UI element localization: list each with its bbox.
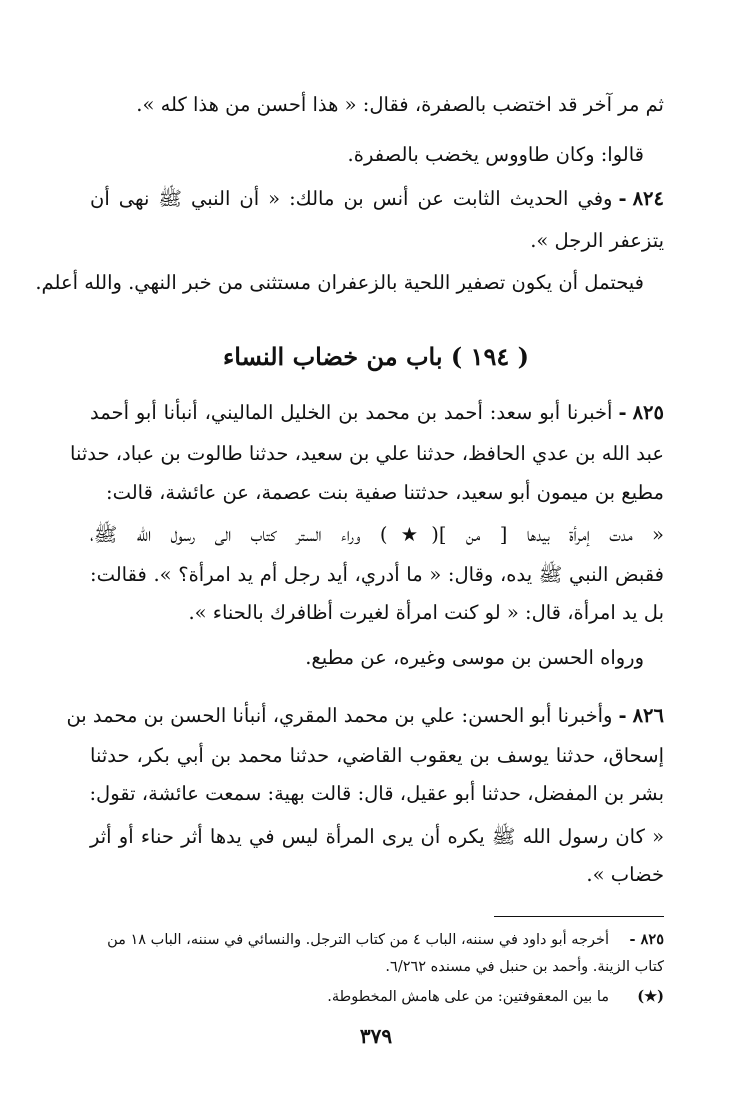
quote-line: بل يد امرأة، قال: « لو كنت امرأة لغيرت أظافرك بالحناء ». [188,601,664,624]
text-line: ورواه الحسن بن موسى وغيره، عن مطيع. [305,646,644,669]
text-line: يتزعفر الرجل ». [530,229,664,252]
footnote-825 [100,928,664,952]
text-segment: وأخبرنا أبو الحسن: علي بن محمد المقري، أنبأنا الحسن بن محمد بن [66,704,613,727]
hadith-number: ٨٢٤ [632,187,664,210]
text-line: ثم مر آخر قد اختضب بالصفرة، فقال: « هذا أحسن من هذا كله ». [136,93,664,116]
footnote-star [100,985,664,1009]
chapter-heading: ( ١٩٤ ) باب من خضاب النساء [222,342,530,371]
quote-line: « كان رسول الله ﷺ يكره أن يرى المرأة ليس في يدها أثر حناء أو أثر [90,825,664,848]
quote-line: خضاب ». [586,863,664,886]
hadith-number: ٨٢٥ [632,401,664,424]
text-line: فيحتمل أن يكون تصفير اللحية بالزعفران مستثنى من خبر النهي. والله أعلم. [35,271,644,294]
page-number: ٣٧٩ [359,1024,393,1048]
hadith-number: ٨٢٦ [632,704,664,727]
quote-line: « مدت إمرأة بيدها [ من ](★) وراء الستر كتاب الى رسول الله ﷺ، [90,523,664,546]
footnote-key: ٨٢٥ - [629,931,664,948]
text-line: عبد الله بن عدي الحافظ، حدثنا علي بن سعيد، حدثنا طالوت بن عباد، حدثنا [70,442,664,465]
text-segment: أخبرنا أبو سعد: أحمد بن محمد بن الخليل الماليني، أنبأنا أبو أحمد [90,401,613,424]
text-line: مطيع بن ميمون أبو سعيد، حدثتنا صفية بنت عصمة، عن عائشة، قالت: [106,481,664,504]
hadith-825-line-1: ٨٢٥-أخبرنا أبو سعد: أحمد بن محمد بن الخليل الماليني، أنبأنا أبو أحمد [90,401,664,424]
text-segment: وفي الحديث الثابت عن أنس بن مالك: « أن النبي ﷺ نهى أن [90,187,613,210]
text-line: بشر بن المفضل، حدثنا أبو عقيل، قال: قالت بهية: سمعت عائشة، تقول: [89,782,664,805]
footnote-divider [494,916,664,917]
footnote-key: (★) [637,988,664,1005]
text-line: إسحاق، حدثنا يوسف بن يعقوب القاضي، حدثنا محمد بن أبي بكر، حدثنا [90,744,664,767]
hadith-824-line-1: ٨٢٤-وفي الحديث الثابت عن أنس بن مالك: « أن النبي ﷺ نهى أن [90,187,664,210]
quote-line: فقبض النبي ﷺ يده، وقال: « ما أدري، أيد رجل أم يد امرأة؟ ». فقالت: [90,563,664,586]
hadith-826-line-1: ٨٢٦-وأخبرنا أبو الحسن: علي بن محمد المقري، أنبأنا الحسن بن محمد بن [66,704,664,727]
footnote-text: أخرجه أبو داود في سننه، الباب ٤ من كتاب الترجل. والنسائي في سننه، الباب ١٨ من [107,932,609,948]
footnote-text: كتاب الزينة. وأحمد بن حنبل في مسنده ٦/٢٦٢. [385,959,664,975]
footnote-text: ما بين المعقوفتين: من على هامش المخطوطة. [327,989,609,1005]
text-line: قالوا: وكان طاووس يخضب بالصفرة. [347,143,644,166]
